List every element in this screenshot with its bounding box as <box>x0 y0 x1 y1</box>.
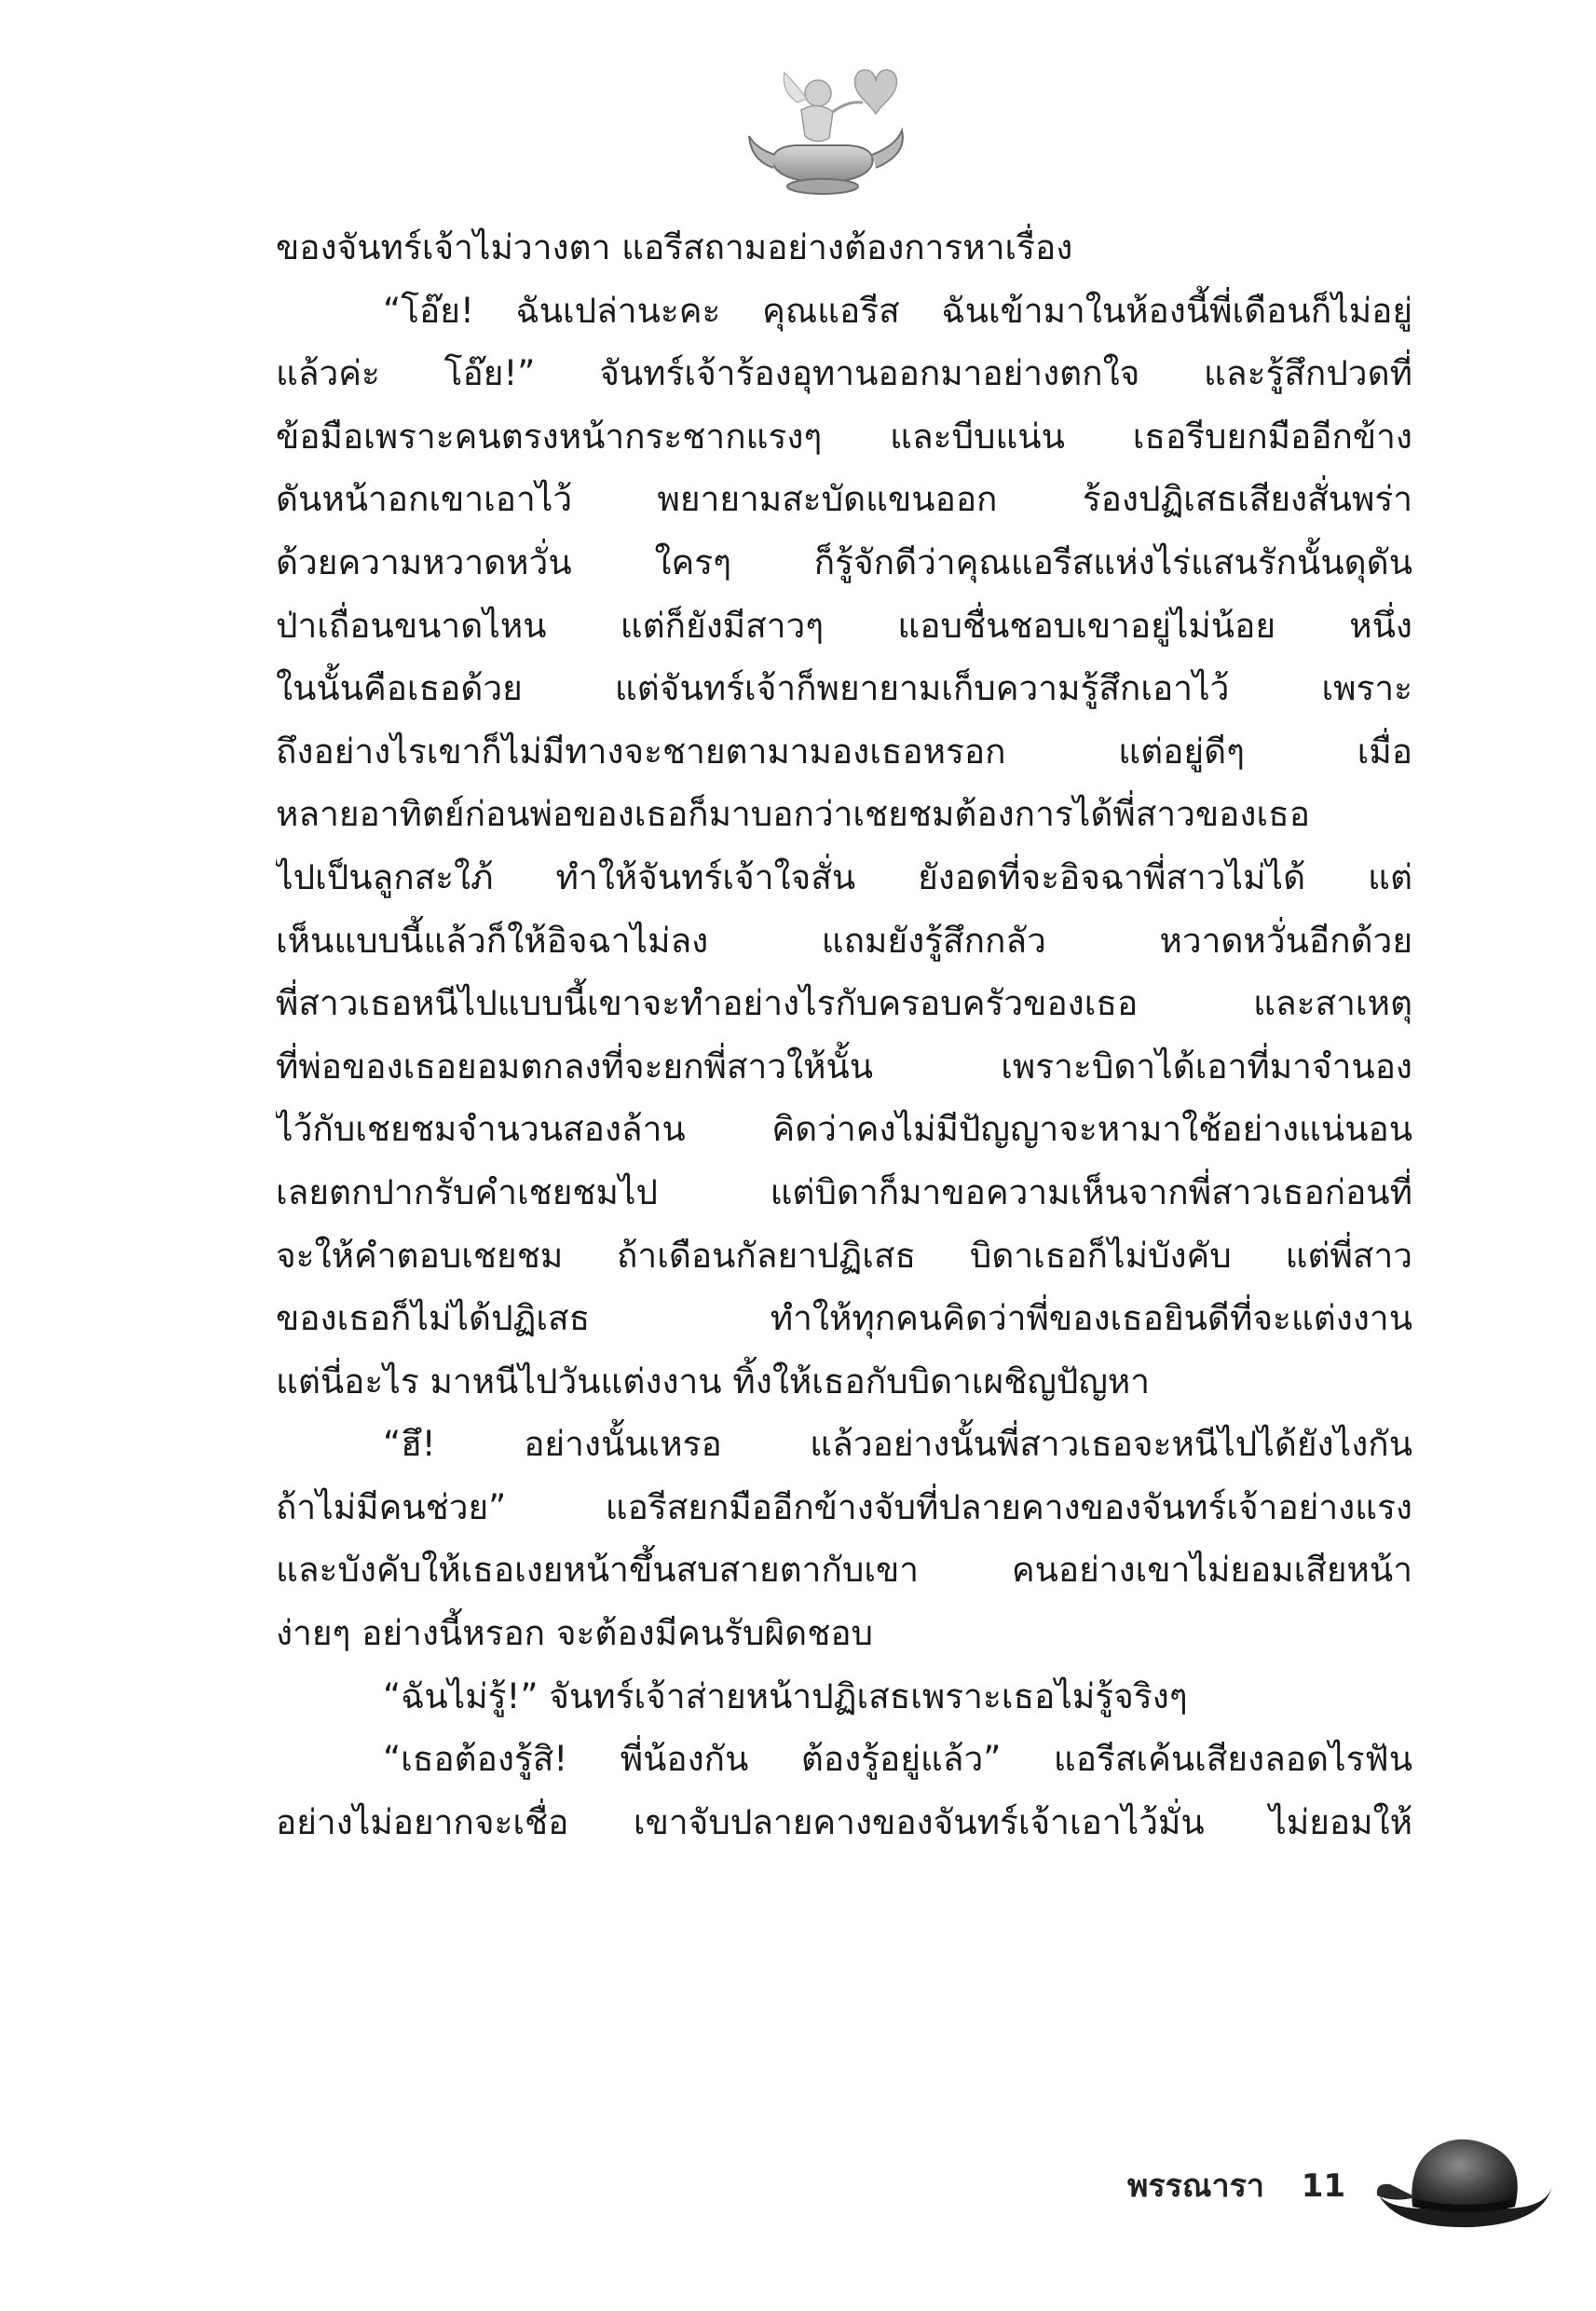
page-footer <box>1127 2160 1345 2210</box>
text-line: “เธอต้องรู้สิ! พี่น้องกัน ต้องรู้อยู่แล้ว” แอรีสเค้นเสียงลอดไรฟัน <box>383 1739 1412 1780</box>
text-line: พี่สาวเธอหนีไปแบบนี้เขาจะทำอย่างไรกับครอบครัวของเธอ และสาเหตุ <box>276 983 1412 1024</box>
body-text <box>276 216 1412 1853</box>
text-line: “โอ๊ย! ฉันเปล่านะคะ คุณแอรีส ฉันเข้ามาในห้องนี้พี่เดือนก็ไม่อยู่ <box>383 290 1412 331</box>
text-line: ที่พ่อของเธอยอมตกลงที่จะยกพี่สาวให้นั้น เพราะบิดาได้เอาที่มาจำนอง <box>276 1046 1412 1087</box>
page-number: 11 <box>1301 2167 1346 2205</box>
text-line: ในนั้นคือเธอด้วย แต่จันทร์เจ้าก็พยายามเก็บความรู้สึกเอาไว้ เพราะ <box>276 668 1412 709</box>
text-line: ป่าเถื่อนขนาดไหน แต่ก็ยังมีสาวๆ แอบชื่นชอบเขาอยู่ไม่น้อย หนึ่ง <box>276 605 1412 646</box>
text-line: “ฉันไม่รู้!” จันทร์เจ้าส่ายหน้าปฏิเสธเพราะเธอไม่รู้จริงๆ <box>383 1675 1188 1716</box>
text-line: ถ้าไม่มีคนช่วย” แอรีสยกมืออีกข้างจับที่ปลายคางของจันทร์เจ้าอย่างแรง <box>276 1486 1412 1527</box>
text-line: ของจันทร์เจ้าไม่วางตา แอรีสถามอย่างต้องการหาเรื่อง <box>276 227 1073 267</box>
text-line: จะให้คำตอบเชยชม ถ้าเดือนกัลยาปฏิเสธ บิดาเธอก็ไม่บังคับ แต่พี่สาว <box>276 1235 1412 1276</box>
cowboy-hat-icon <box>1370 2117 1556 2238</box>
text-line: แต่นี่อะไร มาหนีไปวันแต่งงาน ทิ้งให้เธอกับบิดาเผชิญปัญหา <box>276 1361 1151 1402</box>
text-line: อย่างไม่อยากจะเชื่อ เขาจับปลายคางของจันทร์เจ้าเอาไว้มั่น ไม่ยอมให้ <box>276 1801 1412 1842</box>
text-line: เห็นแบบนี้แล้วก็ให้อิจฉาไม่ลง แถมยังรู้สึกกลัว หวาดหวั่นอีกด้วย <box>276 920 1412 961</box>
text-line: ไปเป็นลูกสะใภ้ ทำให้จันทร์เจ้าใจสั่น ยังอดที่จะอิจฉาพี่สาวไม่ได้ แต่ <box>276 856 1412 897</box>
text-line: ง่ายๆ อย่างนี้หรอก จะต้องมีคนรับผิดชอบ <box>276 1613 874 1654</box>
text-line: เลยตกปากรับคำเชยชมไป แต่บิดาก็มาขอความเห็นจากพี่สาวเธอก่อนที่ <box>276 1171 1412 1212</box>
text-line: ไว้กับเชยชมจำนวนสองล้าน คิดว่าคงไม่มีปัญญาจะหามาใช้อย่างแน่นอน <box>276 1109 1412 1150</box>
text-line: และบังคับให้เธอเงยหน้าขึ้นสบสายตากับเขา คนอย่างเขาไม่ยอมเสียหน้า <box>276 1550 1412 1591</box>
text-line: หลายอาทิตย์ก่อนพ่อของเธอก็มาบอกว่าเชยชมต้องการได้พี่สาวของเธอ <box>276 794 1310 835</box>
text-line: ของเธอก็ไม่ได้ปฏิเสธ ทำให้ทุกคนคิดว่าพี่ของเธอยินดีที่จะแต่งงาน <box>276 1298 1412 1339</box>
text-line: ด้วยความหวาดหวั่น ใครๆ ก็รู้จักดีว่าคุณแอรีสแห่งไร่แสนรักนั้นดุดัน <box>276 541 1412 582</box>
text-line: ดันหน้าอกเขาเอาไว้ พยายามสะบัดแขนออก ร้องปฏิเสธเสียงสั่นพร่า <box>276 479 1412 520</box>
text-line: “ฮึ! อย่างนั้นเหรอ แล้วอย่างนั้นพี่สาวเธอจะหนีไปได้ยังไงกัน <box>383 1424 1412 1465</box>
book-title: พรรณารา <box>1127 2167 1264 2205</box>
text-line: แล้วค่ะ โอ๊ย!” จันทร์เจ้าร้องอุทานออกมาอย่างตกใจ และรู้สึกปวดที่ <box>276 353 1412 394</box>
text-line: ข้อมือเพราะคนตรงหน้ากระชากแรงๆ และบีบแน่น เธอรีบยกมืออีกข้าง <box>276 416 1412 457</box>
text-line: ถึงอย่างไรเขาก็ไม่มีทางจะชายตามามองเธอหรอก แต่อยู่ดีๆ เมื่อ <box>276 731 1412 772</box>
cherub-teapot-icon <box>736 45 922 212</box>
